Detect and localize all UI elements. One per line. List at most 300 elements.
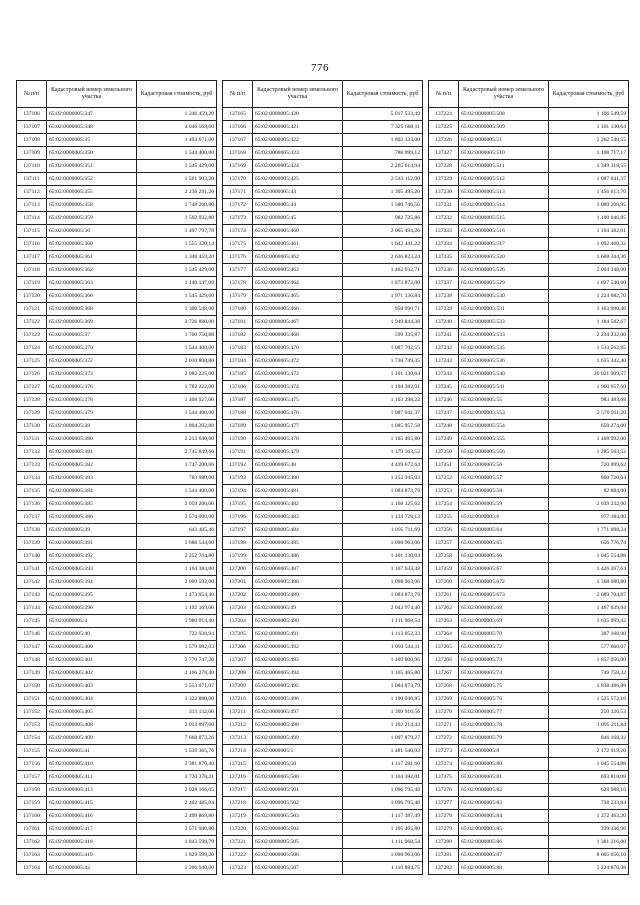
cadastral-number: 65:02:0000005:554: [459, 420, 549, 433]
table-row: [223, 732, 423, 745]
row-number: 137241: [429, 329, 459, 342]
table-row: [429, 823, 629, 836]
table-row: [223, 602, 423, 615]
row-number: 137209: [223, 680, 253, 693]
row-number: 137255: [429, 511, 459, 524]
cadastral-number: 65:02:0000005:404: [47, 693, 137, 706]
table-row: [17, 381, 217, 394]
table-row: [223, 277, 423, 290]
cadastral-value: 2 039 232,00: [549, 498, 629, 511]
row-number: 137116: [17, 238, 47, 251]
cadastral-value: 693 818,08: [549, 771, 629, 784]
cadastral-table: [16, 80, 217, 875]
table-row: [429, 433, 629, 446]
cadastral-value: 1 829 599,20: [137, 849, 217, 862]
table-row: [429, 108, 629, 121]
table-row: [429, 745, 629, 758]
cadastral-value: 307 168,00: [549, 628, 629, 641]
cadastral-number: 65:02:0000005:351: [47, 160, 137, 173]
row-number: 137119: [17, 277, 47, 290]
cadastral-number: 65:02:0000005:419: [47, 849, 137, 862]
cadastral-number: 65:02:0000005:6: [459, 511, 549, 524]
row-number: 137227: [429, 147, 459, 160]
cadastral-value: 1 553 071,07: [137, 680, 217, 693]
row-number: 137141: [17, 563, 47, 576]
table-row: [223, 706, 423, 719]
cadastral-number: 65:02:0000005:44: [253, 199, 343, 212]
cadastral-number: 65:02:0000005:555: [459, 433, 549, 446]
row-number: 137258: [429, 550, 459, 563]
row-number: 137107: [17, 121, 47, 134]
row-number: 137234: [429, 238, 459, 251]
row-number: 137180: [223, 303, 253, 316]
table-row: [17, 173, 217, 186]
row-number: 137134: [17, 472, 47, 485]
cadastral-number: 65:02:0000005:82: [459, 784, 549, 797]
cadastral-value: 313 132,00: [137, 706, 217, 719]
cadastral-value: 599 335,87: [343, 329, 423, 342]
row-number: 137169: [223, 160, 253, 173]
cadastral-number: 65:02:0000005:409: [47, 732, 137, 745]
table-body: [223, 108, 423, 875]
cadastral-value: 1 730 749,35: [343, 355, 423, 368]
row-number: 137268: [429, 680, 459, 693]
table-row: [17, 186, 217, 199]
cadastral-number: 65:02:0000005:540: [459, 368, 549, 381]
cadastral-value: 1 642 441,22: [343, 238, 423, 251]
cadastral-value: 982 725,86: [343, 212, 423, 225]
cadastral-value: 3 720 378,21: [137, 771, 217, 784]
cadastral-value: 2 028 166,05: [137, 784, 217, 797]
table-row: [429, 771, 629, 784]
cadastral-number: 65:02:0000005:383: [47, 472, 137, 485]
table-row: [17, 264, 217, 277]
cadastral-value: 2 009 592,00: [137, 576, 217, 589]
table-row: [429, 381, 629, 394]
cadastral-number: 65:02:0000005:464: [253, 277, 343, 290]
table-header-row: [17, 81, 217, 108]
table-row: [17, 394, 217, 407]
cadastral-value: 650 274,00: [549, 420, 629, 433]
cadastral-number: 65:02:0000005:373: [47, 368, 137, 381]
cadastral-value: 1 971 136,84: [343, 290, 423, 303]
cadastral-number: 65:02:0000005:4: [47, 615, 137, 628]
cadastral-number: 65:02:0000005:88: [459, 862, 549, 875]
table-row: [17, 537, 217, 550]
cadastral-value: 1 771 098,24: [549, 524, 629, 537]
cadastral-value: 1 322 880,00: [137, 693, 217, 706]
table-row: [429, 667, 629, 680]
table-row: [223, 823, 423, 836]
table-row: [17, 719, 217, 732]
table-row: [223, 173, 423, 186]
cadastral-number: 65:02:0000005:391: [47, 537, 137, 550]
cadastral-value: 1 473 954,40: [137, 589, 217, 602]
cadastral-value: 720 899,62: [549, 459, 629, 472]
row-number: 137136: [17, 498, 47, 511]
cadastral-number: 65:02:0000005:393: [47, 563, 137, 576]
table-row: [17, 745, 217, 758]
row-number: 137213: [223, 732, 253, 745]
table-row: [17, 706, 217, 719]
row-number: 137224: [429, 108, 459, 121]
cadastral-number: 65:02:0000005:672: [459, 576, 549, 589]
table-row: [223, 654, 423, 667]
cadastral-number: 65:02:0000005:394: [47, 576, 137, 589]
row-number: 137159: [17, 797, 47, 810]
row-number: 137131: [17, 433, 47, 446]
table-row: [223, 433, 423, 446]
cadastral-number: 65:02:0000005:79: [459, 732, 549, 745]
row-number: 137207: [223, 654, 253, 667]
row-number: 137195: [223, 498, 253, 511]
table-row: [223, 680, 423, 693]
row-number: 137232: [429, 212, 459, 225]
cadastral-number: 65:02:0000005:472: [253, 355, 343, 368]
row-number: 137121: [17, 303, 47, 316]
table-row: [429, 836, 629, 849]
row-number: 137254: [429, 498, 459, 511]
table-row: [17, 849, 217, 862]
row-number: 137263: [429, 615, 459, 628]
table-row: [17, 498, 217, 511]
table-row: [223, 225, 423, 238]
cadastral-value: 1 467 639,04: [549, 602, 629, 615]
cadastral-number: 65:02:0000005:8: [459, 745, 549, 758]
cadastral-number: 65:02:0000005:402: [47, 667, 137, 680]
row-number: 137193: [223, 472, 253, 485]
row-number: 137210: [223, 693, 253, 706]
table-row: [17, 758, 217, 771]
row-number: 137203: [223, 602, 253, 615]
header-cadastral-number: Кадастровый номер земельного участка: [459, 81, 549, 108]
row-number: 137179: [223, 290, 253, 303]
table-row: [429, 225, 629, 238]
row-number: 137113: [17, 199, 47, 212]
cadastral-number: 65:02:0000005:37: [47, 329, 137, 342]
cadastral-number: 65:02:0000005:520: [459, 251, 549, 264]
cadastral-value: 628 988,16: [549, 784, 629, 797]
row-number: 137109: [17, 147, 47, 160]
cadastral-number: 65:02:0000005:474: [253, 381, 343, 394]
cadastral-value: 1 134 728,13: [343, 511, 423, 524]
table-row: [17, 121, 217, 134]
cadastral-number: 65:02:0000005:421: [253, 121, 343, 134]
cadastral-number: 65:02:0000005:468: [253, 329, 343, 342]
cadastral-value: 738 233,84: [549, 797, 629, 810]
cadastral-value: 2 043 974,40: [343, 602, 423, 615]
cadastral-value: 2 574 000,00: [137, 511, 217, 524]
table-row: [223, 134, 423, 147]
cadastral-value: 1 525 572,16: [549, 693, 629, 706]
table-row: [223, 199, 423, 212]
cadastral-value: 1 857 056,00: [549, 654, 629, 667]
row-number: 137228: [429, 160, 459, 173]
cadastral-number: 65:02:0000005:366: [47, 290, 137, 303]
cadastral-number: 65:02:0000005:67: [459, 563, 549, 576]
row-number: 137211: [223, 706, 253, 719]
table-row: [17, 147, 217, 160]
table-row: [429, 758, 629, 771]
cadastral-number: 65:02:0000005:487: [253, 563, 343, 576]
table-row: [17, 810, 217, 823]
cadastral-value: 2 265 614,94: [343, 160, 423, 173]
row-number: 137154: [17, 732, 47, 745]
row-number: 137230: [429, 186, 459, 199]
table-row: [223, 212, 423, 225]
cadastral-value: 2 571 940,80: [137, 823, 217, 836]
cadastral-value: 643 405,46: [137, 524, 217, 537]
cadastral-number: 65:02:0000005:470: [253, 342, 343, 355]
cadastral-number: 65:02:0000005:401: [47, 654, 137, 667]
row-number: 137178: [223, 277, 253, 290]
row-number: 137164: [17, 862, 47, 875]
cadastral-number: 65:02:0000005:73: [459, 654, 549, 667]
table-row: [429, 693, 629, 706]
table-row: [429, 862, 629, 875]
cadastral-value: 1 481 540,93: [343, 745, 423, 758]
table-row: [17, 108, 217, 121]
row-number: 137172: [223, 199, 253, 212]
cadastral-value: 1 102 214,43: [343, 719, 423, 732]
cadastral-value: 1 285 563,52: [549, 446, 629, 459]
row-number: 137282: [429, 862, 459, 875]
cadastral-value: 2 570 911,20: [549, 407, 629, 420]
cadastral-number: 65:02:0000005:463: [253, 264, 343, 277]
cadastral-number: 65:02:0000005:56: [459, 459, 549, 472]
cadastral-number: 65:02:0000005:496: [253, 693, 343, 706]
table-row: [429, 134, 629, 147]
row-number: 137165: [223, 108, 253, 121]
row-number: 137275: [429, 771, 459, 784]
row-number: 137126: [17, 368, 47, 381]
cadastral-value: 1 096 795,48: [343, 797, 423, 810]
cadastral-number: 65:02:0000005:553: [459, 407, 549, 420]
row-number: 137246: [429, 394, 459, 407]
cadastral-value: 1 101 130,64: [343, 368, 423, 381]
cadastral-number: 65:02:0000005:360: [47, 238, 137, 251]
cadastral-number: 65:02:0000005:350: [47, 147, 137, 160]
cadastral-number: 65:02:0000005:423: [253, 147, 343, 160]
cadastral-value: 1 087 041,37: [549, 173, 629, 186]
table-row: [429, 199, 629, 212]
row-number: 137259: [429, 563, 459, 576]
table-row: [223, 407, 423, 420]
row-number: 137231: [429, 199, 459, 212]
cadastral-number: 65:02:0000005:504: [253, 823, 343, 836]
cadastral-value: 1 635 099,42: [549, 615, 629, 628]
row-number: 137118: [17, 264, 47, 277]
cadastral-value: 2 543 112,00: [343, 173, 423, 186]
cadastral-value: 1 369 910,56: [343, 706, 423, 719]
table-row: [429, 290, 629, 303]
cadastral-number: 65:02:0000005:58: [459, 485, 549, 498]
cadastral-value: 1 580 746,56: [343, 199, 423, 212]
table-row: [429, 251, 629, 264]
cadastral-value: 1 089 208,95: [549, 199, 629, 212]
table-row: [17, 862, 217, 875]
cadastral-value: 1 843 598,79: [137, 836, 217, 849]
cadastral-value: 1 346 459,20: [137, 108, 217, 121]
table-row: [17, 550, 217, 563]
row-number: 137196: [223, 511, 253, 524]
table-row: [223, 589, 423, 602]
table-row: [223, 758, 423, 771]
cadastral-value: 656 776,74: [549, 537, 629, 550]
row-number: 137249: [429, 433, 459, 446]
cadastral-value: 1 349 318,55: [549, 160, 629, 173]
cadastral-value: 2 636 823,24: [343, 251, 423, 264]
table-header-row: [223, 81, 423, 108]
cadastral-value: 2 236 291,20: [137, 186, 217, 199]
row-number: 137127: [17, 381, 47, 394]
cadastral-number: 65:02:0000005:370: [47, 342, 137, 355]
cadastral-number: 65:02:0000005:517: [459, 238, 549, 251]
table-row: [223, 355, 423, 368]
cadastral-number: 65:02:0000005:51: [459, 134, 549, 147]
cadastral-value: 2 381 870,40: [137, 758, 217, 771]
cadastral-number: 65:02:0000005:347: [47, 108, 137, 121]
table-row: [223, 420, 423, 433]
cadastral-value: 788 999,12: [343, 147, 423, 160]
cadastral-number: 65:02:0000005:415: [47, 797, 137, 810]
table-row: [17, 589, 217, 602]
row-number: 137111: [17, 173, 47, 186]
cadastral-number: 65:02:0000005:475: [253, 394, 343, 407]
row-number: 137115: [17, 225, 47, 238]
cadastral-number: 65:02:0000005:81: [459, 771, 549, 784]
table-row: [223, 472, 423, 485]
cadastral-value: 1 300 548,00: [137, 303, 217, 316]
cadastral-number: 65:02:0000005:379: [47, 407, 137, 420]
cadastral-number: 65:02:0000005:535: [459, 342, 549, 355]
row-number: 137200: [223, 563, 253, 576]
row-number: 137114: [17, 212, 47, 225]
cadastral-value: 1 097 879,27: [343, 732, 423, 745]
table-row: [429, 706, 629, 719]
cadastral-number: 65:02:0000005:87: [459, 849, 549, 862]
table-row: [429, 264, 629, 277]
table-row: [17, 836, 217, 849]
row-number: 137261: [429, 589, 459, 602]
cadastral-value: 1 579 082,03: [137, 641, 217, 654]
cadastral-value: 2 770 747,20: [137, 654, 217, 667]
cadastral-value: 4 439 672,64: [343, 459, 423, 472]
table-row: [17, 303, 217, 316]
table-row: [429, 797, 629, 810]
row-number: 137280: [429, 836, 459, 849]
cadastral-number: 65:02:0000005:473: [253, 368, 343, 381]
table-row: [223, 394, 423, 407]
table-row: [17, 199, 217, 212]
row-number: 137226: [429, 134, 459, 147]
table-row: [429, 511, 629, 524]
cadastral-number: 65:02:0000005:498: [253, 719, 343, 732]
row-number: 137122: [17, 316, 47, 329]
cadastral-number: 65:02:0000005:513: [459, 186, 549, 199]
cadastral-value: 2 213 640,00: [137, 433, 217, 446]
header-cadastral-number: Кадастровый номер земельного участка: [253, 81, 343, 108]
row-number: 137220: [223, 823, 253, 836]
row-number: 137279: [429, 823, 459, 836]
cadastral-value: 1 372 463,20: [549, 810, 629, 823]
cadastral-value: 1 045 554,88: [549, 758, 629, 771]
table-row: [17, 277, 217, 290]
cadastral-value: 1 164 384,00: [137, 563, 217, 576]
cadastral-value: 1 104 382,01: [549, 225, 629, 238]
cadastral-value: 1 168 325,62: [343, 498, 423, 511]
row-number: 137174: [223, 225, 253, 238]
row-number: 137214: [223, 745, 253, 758]
table-row: [17, 420, 217, 433]
cadastral-value: 1 098 963,06: [343, 849, 423, 862]
table-row: [429, 810, 629, 823]
row-number: 137147: [17, 641, 47, 654]
row-number: 137145: [17, 615, 47, 628]
cadastral-value: 1 108 717,17: [549, 147, 629, 160]
cadastral-value: 1 802 123,00: [343, 134, 423, 147]
cadastral-number: 65:02:0000005:478: [253, 433, 343, 446]
cadastral-value: 7 668 873,26: [137, 732, 217, 745]
table-row: [223, 563, 423, 576]
table-row: [429, 472, 629, 485]
cadastral-number: 65:02:0000005:348: [47, 121, 137, 134]
table-row: [223, 290, 423, 303]
row-number: 137242: [429, 342, 459, 355]
cadastral-number: 65:02:0000005:461: [253, 238, 343, 251]
row-number: 137253: [429, 485, 459, 498]
table-row: [223, 524, 423, 537]
cadastral-number: 65:02:0000005:541: [459, 381, 549, 394]
table-row: [223, 160, 423, 173]
table-row: [429, 394, 629, 407]
cadastral-number: 65:02:0000005:512: [459, 173, 549, 186]
cadastral-value: 1 192 169,00: [137, 602, 217, 615]
table-row: [17, 407, 217, 420]
row-number: 137243: [429, 355, 459, 368]
cadastral-value: 2 172 019,20: [549, 745, 629, 758]
cadastral-value: 1 087 041,37: [343, 407, 423, 420]
cadastral-value: 2 262 548,55: [549, 134, 629, 147]
row-number: 137168: [223, 147, 253, 160]
table-row: [223, 368, 423, 381]
cadastral-value: 1 408 992,00: [549, 433, 629, 446]
table-row: [429, 784, 629, 797]
cadastral-value: 1 381 216,00: [549, 836, 629, 849]
table-row: [17, 368, 217, 381]
cadastral-value: 846 168,32: [549, 732, 629, 745]
row-number: 137262: [429, 602, 459, 615]
row-number: 137223: [223, 862, 253, 875]
cadastral-value: 1 426 267,64: [549, 563, 629, 576]
table-body: [429, 108, 629, 875]
row-number: 137194: [223, 485, 253, 498]
cadastral-value: 1 095 711,69: [343, 524, 423, 537]
cadastral-number: 65:02:0000005:76: [459, 693, 549, 706]
cadastral-number: 65:02:0000005:483: [253, 511, 343, 524]
cadastral-number: 65:02:0000005:59: [459, 498, 549, 511]
row-number: 137151: [17, 693, 47, 706]
table-row: [17, 797, 217, 810]
cadastral-value: 1 827 540,00: [549, 277, 629, 290]
row-number: 137135: [17, 485, 47, 498]
row-number: 137215: [223, 758, 253, 771]
row-number: 137272: [429, 732, 459, 745]
cadastral-value: 1 104 382,01: [343, 381, 423, 394]
table-row: [17, 446, 217, 459]
table-body: [17, 108, 217, 875]
table-row: [17, 771, 217, 784]
